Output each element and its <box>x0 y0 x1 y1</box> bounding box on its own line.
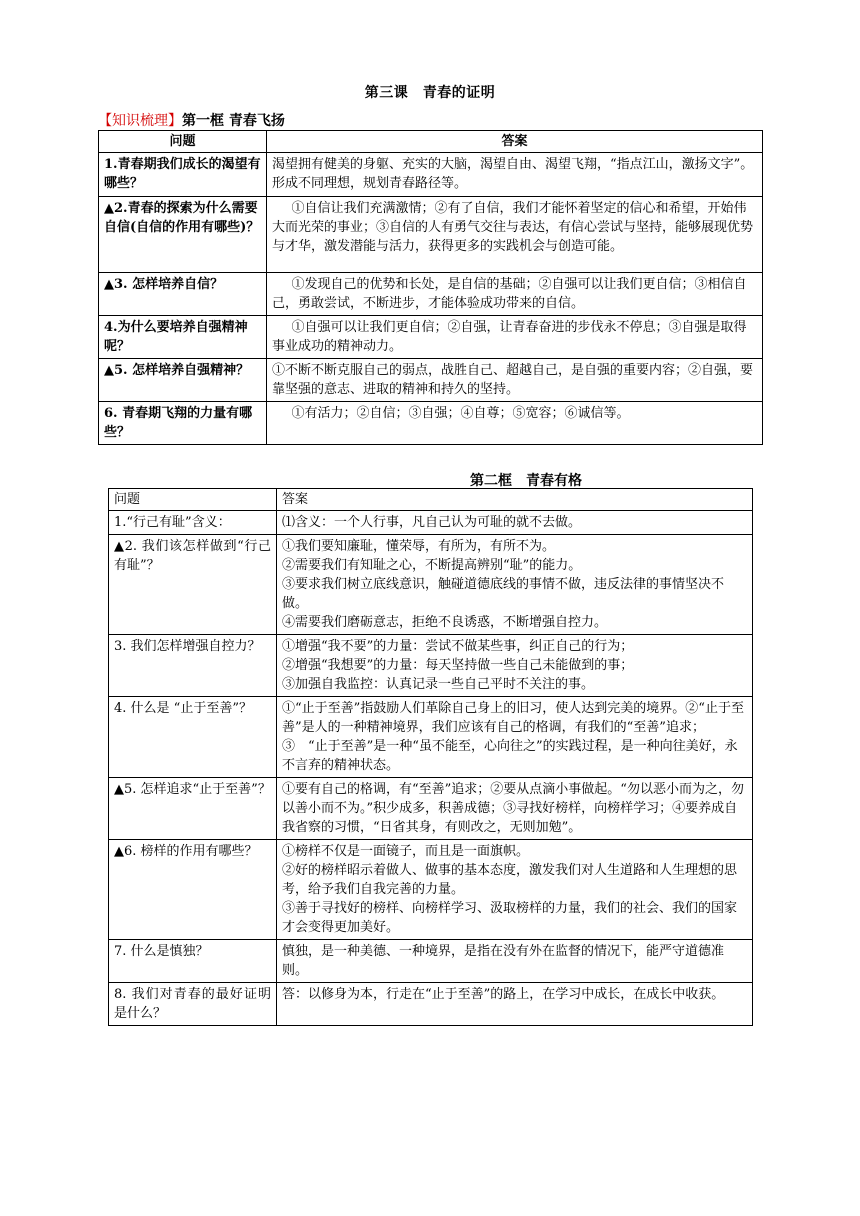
answer-cell <box>267 359 763 402</box>
answer-line: 渴望拥有健美的身躯、充实的大脑，渴望自由、渴望飞翔，“指点江山，激扬文字”。形成不同理想，规划青春路径等。 <box>272 157 754 191</box>
answer-line: ④需要我们磨砺意志，拒绝不良诱惑，不断增强自控力。 <box>282 615 608 630</box>
table-header-row <box>99 131 763 153</box>
table-row <box>99 402 763 445</box>
answer-cell <box>277 983 753 1026</box>
table-row <box>109 697 753 778</box>
question-cell: 1.青春期我们成长的渴望有哪些？ <box>99 153 267 197</box>
answer-line: ③要求我们树立底线意识，触碰道德底线的事情不做，违反法律的事情坚决不做。 <box>282 577 725 611</box>
question-cell: 7. 什么是慎独？ <box>109 940 277 983</box>
table-row <box>99 153 763 197</box>
answer-line: 答：以修身为本，行走在“止于至善”的路上，在学习中成长，在成长中收获。 <box>282 987 725 1002</box>
answer-line: ③善于寻找好的榜样、向榜样学习、汲取榜样的力量，我们的社会、我们的国家才会变得更加美好。 <box>282 901 738 935</box>
answer-line: ③加强自我监控：认真记录一些自己平时不关注的事。 <box>282 677 595 692</box>
table-row <box>99 359 763 402</box>
answer-line: ①榜样不仅是一面镜子，而且是一面旗帜。 <box>282 844 530 859</box>
answer-line: ①增强“我不要”的力量：尝试不做某些事，纠正自己的行为； <box>282 639 634 654</box>
answer-line: ①自信让我们充满激情；②有了自信，我们才能怀着坚定的信心和希望，开始伟大而光荣的事业；③自信的人有勇气交往与表达，有信心尝试与坚持，能够展现优势与才华，激发潜能与活力，获得更多的实践机会与创造可能。 <box>272 201 754 254</box>
knowledge-table-2 <box>108 488 753 1026</box>
section1-tag: 【知识梳理】 <box>98 113 182 129</box>
table-row <box>109 635 753 697</box>
question-cell: ▲5. 怎样追求“止于至善”？ <box>109 778 277 840</box>
question-cell: 6. 青春期飞翔的力量有哪些？ <box>99 402 267 445</box>
answer-cell <box>277 940 753 983</box>
answer-line: ②增强“我想要”的力量：每天坚持做一些自己未能做到的事； <box>282 658 634 673</box>
table-row <box>99 273 763 316</box>
table-row <box>99 197 763 273</box>
answer-line: ②好的榜样昭示着做人、做事的基本态度，激发我们对人生道路和人生理想的思考，给予我们自我完善的力量。 <box>282 863 738 897</box>
table-row <box>109 840 753 940</box>
answer-cell <box>277 697 753 778</box>
answer-cell <box>277 840 753 940</box>
table-row <box>109 940 753 983</box>
answer-cell <box>267 402 763 445</box>
answer-cell <box>277 511 753 535</box>
answer-line: 慎独，是一种美德、一种境界，是指在没有外在监督的情况下，能严守道德准则。 <box>282 944 725 978</box>
question-cell: ▲2.青春的探索为什么需要自信(自信的作用有哪些)？ <box>99 197 267 273</box>
table-row <box>109 511 753 535</box>
answer-line: ①“止于至善”指鼓励人们革除自己身上的旧习，使人达到完美的境界。②“止于至善”是人的一种精神境界，我们应该有自己的格调，有我们的“至善”追求； ③ “止于至善”是一种“虽不能至，心向往之”的实践过程，是一种向往美好，永不言弃的精神状态。 <box>282 701 744 773</box>
answer-line: ①发现自己的优势和长处，是自信的基础；②自强可以让我们更自信；③相信自己，勇敢尝试，不断进步，才能体验成功带来的自信。 <box>272 277 747 311</box>
table-row <box>109 983 753 1026</box>
header-question: 问题 <box>99 131 267 153</box>
answer-line: ①要有自己的格调，有“至善”追求；②要从点滴小事做起。“勿以恶小而为之，勿以善小而不为。”积少成多，积善成德；③寻找好榜样，向榜样学习；④要养成自我省察的习惯，“日省其身，有则改之，无则加勉”。 <box>282 782 744 835</box>
knowledge-table-1 <box>98 130 763 445</box>
table-row <box>109 778 753 840</box>
answer-line: ⑴含义：一个人行事，凡自己认为可耻的就不去做。 <box>282 515 582 530</box>
answer-cell <box>267 153 763 197</box>
question-cell: ▲2. 我们该怎样做到“行己有耻”？ <box>109 535 277 635</box>
question-cell: 3. 我们怎样增强自控力？ <box>109 635 277 697</box>
answer-cell <box>277 535 753 635</box>
answer-line: ②需要我们有知耻之心，不断提高辨别“耻”的能力。 <box>282 558 582 573</box>
answer-cell <box>277 635 753 697</box>
header-answer: 答案 <box>267 131 763 153</box>
answer-line: ①不断不断克服自己的弱点，战胜自己、超越自己，是自强的重要内容；②自强，要靠坚强的意志、进取的精神和持久的坚持。 <box>272 363 754 397</box>
page-title: 第三课 青春的证明 <box>364 85 496 101</box>
header-question: 问题 <box>109 489 277 511</box>
answer-cell <box>267 197 763 273</box>
answer-cell <box>277 778 753 840</box>
answer-line: ①自强可以让我们更自信；②自强，让青春奋进的步伐永不停息；③自强是取得事业成功的精神动力。 <box>272 320 747 354</box>
question-cell: 4.为什么要培养自强精神呢？ <box>99 316 267 359</box>
question-cell: 4. 什么是 “止于至善”？ <box>109 697 277 778</box>
question-cell: ▲3. 怎样培养自信？ <box>99 273 267 316</box>
table-row <box>109 535 753 635</box>
question-cell: ▲6. 榜样的作用有哪些？ <box>109 840 277 940</box>
section1-heading: 第一框 青春飞扬 <box>182 113 285 129</box>
table-row <box>99 316 763 359</box>
answer-cell <box>267 316 763 359</box>
header-answer: 答案 <box>277 489 753 511</box>
section1-heading-line <box>98 110 285 130</box>
answer-cell <box>267 273 763 316</box>
table-header-row <box>109 489 753 511</box>
answer-line: ①有活力；②自信；③自强；④自尊；⑤宽容；⑥诚信等。 <box>291 406 630 421</box>
question-cell: 8. 我们对青春的最好证明是什么？ <box>109 983 277 1026</box>
answer-line: ①我们要知廉耻，懂荣辱，有所为，有所不为。 <box>282 539 556 554</box>
question-cell: ▲5. 怎样培养自强精神？ <box>99 359 267 402</box>
section2-heading: 第二框 青春有格 <box>470 473 582 489</box>
question-cell: 1.“行己有耻”含义： <box>109 511 277 535</box>
